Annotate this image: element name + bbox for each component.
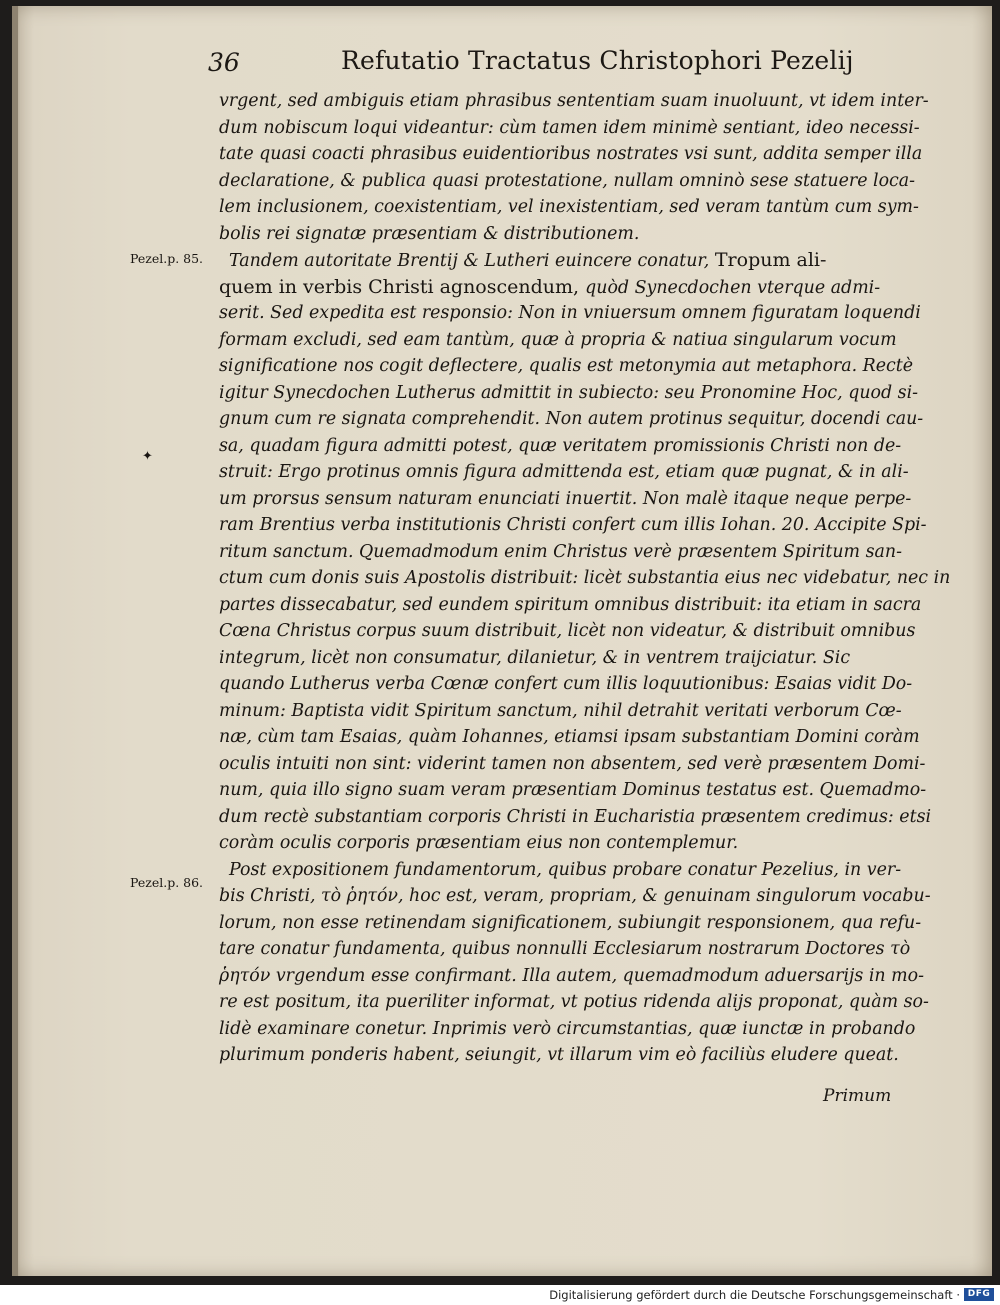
margin-note: Pezel.p. 85.	[130, 251, 204, 266]
text-line: bolis rei signatæ præsentiam & distributionem.	[219, 223, 640, 244]
catchword: Primum	[823, 1086, 892, 1106]
text-line: num, quia illo signo suam veram præsentiam Dominus testatus est. Quemadmo-	[219, 780, 927, 800]
text-run-roman: Tropum ali-	[714, 249, 827, 271]
page-number: 36	[208, 48, 240, 77]
text-line: lem inclusionem, coexistentiam, vel inexistentiam, sed veram tantùm cum sym-	[219, 197, 919, 217]
text-line	[219, 274, 904, 301]
text-line: dum rectè substantiam corporis Christi in Eucharistia præsentem credimus: etsi	[219, 806, 932, 827]
text-line: re est positum, ita pueriliter informat, vt potius ridenda alijs proponat, quàm so-	[219, 992, 929, 1012]
text-line: Post expositionem fundamentorum, quibus probare conatur Pezelius, in ver-	[229, 859, 902, 880]
text-run-italic: quòd Synecdochen vterque admi-	[585, 277, 881, 298]
text-line: struit: Ergo protinus omnis figura admittenda est, etiam quæ pugnat, & in ali-	[219, 462, 909, 482]
text-line: tate quasi coacti phrasibus euidentioribus nostrates vsi sunt, addita semper illa	[219, 144, 923, 164]
text-line: ram Brentius verba institutionis Christi confert cum illis Iohan. 20. Accipite Spi-	[219, 515, 927, 535]
text-line: lidè examinare conetur. Inprimis verò circumstantias, quæ iunctæ in probando	[219, 1018, 916, 1039]
text-line: tare conatur fundamenta, quibus nonnulli Ecclesiarum nostrarum Doctores τὸ	[219, 939, 911, 959]
dfg-logo-icon: DFG	[964, 1288, 994, 1301]
text-line: significatione nos cogit deflectere, qualis est metonymia aut metaphora. Rectè	[219, 356, 914, 376]
text-line: integrum, licèt non consumatur, dilanietur, & in ventrem traijciatur. Sic	[219, 647, 851, 668]
body-text	[219, 88, 951, 1069]
text-line: Cœna Christus corpus suum distribuit, licèt non videatur, & distribuit omnibus	[219, 621, 916, 641]
text-line: lorum, non esse retinendam significationem, subiungit responsionem, qua refu-	[219, 912, 922, 933]
text-line: formam excludi, sed eam tantùm, quæ à propria & natiua singularum vocum	[219, 329, 897, 350]
text-run-italic: Tandem autoritate Brentij & Lutheri euincere conatur,	[229, 251, 715, 271]
text-line: partes dissecabatur, sed eundem spiritum omnibus distribuit: ita etiam in sacra	[219, 594, 922, 615]
text-line: igitur Synecdochen Lutherus admittit in subiecto: seu Pronomine Hoc, quod si-	[219, 382, 919, 403]
text-line: quando Lutherus verba Cœnæ confert cum illis loquutionibus: Esaias vidit Do-	[219, 674, 913, 694]
page-gutter-edge	[12, 6, 18, 1276]
text-line: minum: Baptista vidit Spiritum sanctum, nihil detrahit veritati verborum Cœ-	[219, 700, 902, 721]
text-line: ctum cum donis suis Apostolis distribuit: licèt substantia eius nec videbatur, nec in	[219, 568, 951, 588]
margin-mark: ✦	[142, 449, 153, 464]
text-line: plurimum ponderis habent, seiungit, vt illarum vim eò faciliùs eludere queat.	[219, 1045, 899, 1065]
running-head	[208, 44, 854, 84]
text-line: serit. Sed expedita est responsio: Non in vniuersum omnem figuratam loquendi	[219, 303, 921, 323]
funding-footer	[0, 1285, 1000, 1305]
text-line: ῥητόν vrgendum esse confirmant. Illa autem, quemadmodum aduersarijs in mo-	[219, 965, 924, 986]
funding-notice: Digitalisierung gefördert durch die Deutsche Forschungsgemeinschaft ·	[549, 1288, 960, 1302]
text-line: oculis intuiti non sint: viderint tamen non absentem, sed verè præsentem Domi-	[219, 753, 926, 774]
text-line: ritum sanctum. Quemadmodum enim Christus verè præsentem Spiritum san-	[219, 541, 902, 562]
text-line: næ, cùm tam Esaias, quàm Iohannes, etiamsi ipsam substantiam Domini coràm	[219, 727, 920, 747]
text-run-roman: quem in verbis Christi agnoscendum,	[219, 275, 586, 298]
text-line: um prorsus sensum naturam enunciati inuertit. Non malè itaque neque perpe-	[219, 488, 912, 509]
text-line: dum nobiscum loqui videantur: cùm tamen idem minimè sentiant, ideo necessi-	[219, 117, 920, 138]
text-line	[219, 247, 904, 274]
text-line: vrgent, sed ambiguis etiam phrasibus sententiam suam inuoluunt, vt idem inter-	[219, 91, 929, 111]
text-line: coràm oculis corporis præsentiam eius non contemplemur.	[219, 833, 739, 853]
text-line: sa, quadam figura admitti potest, quæ veritatem promissionis Christi non de-	[219, 435, 902, 456]
text-line: gnum cum re signata comprehendit. Non autem protinus sequitur, docendi cau-	[219, 409, 924, 429]
text-line: bis Christi, τὸ ῥητόν, hoc est, veram, propriam, & genuinam singulorum vocabu-	[219, 886, 931, 906]
running-title: Refutatio Tractatus Christophori Pezelij	[341, 46, 854, 75]
margin-note: Pezel.p. 86.	[130, 875, 204, 890]
text-line: declaratione, & publica quasi protestatione, nullam omninò sese statuere loca-	[219, 170, 916, 191]
